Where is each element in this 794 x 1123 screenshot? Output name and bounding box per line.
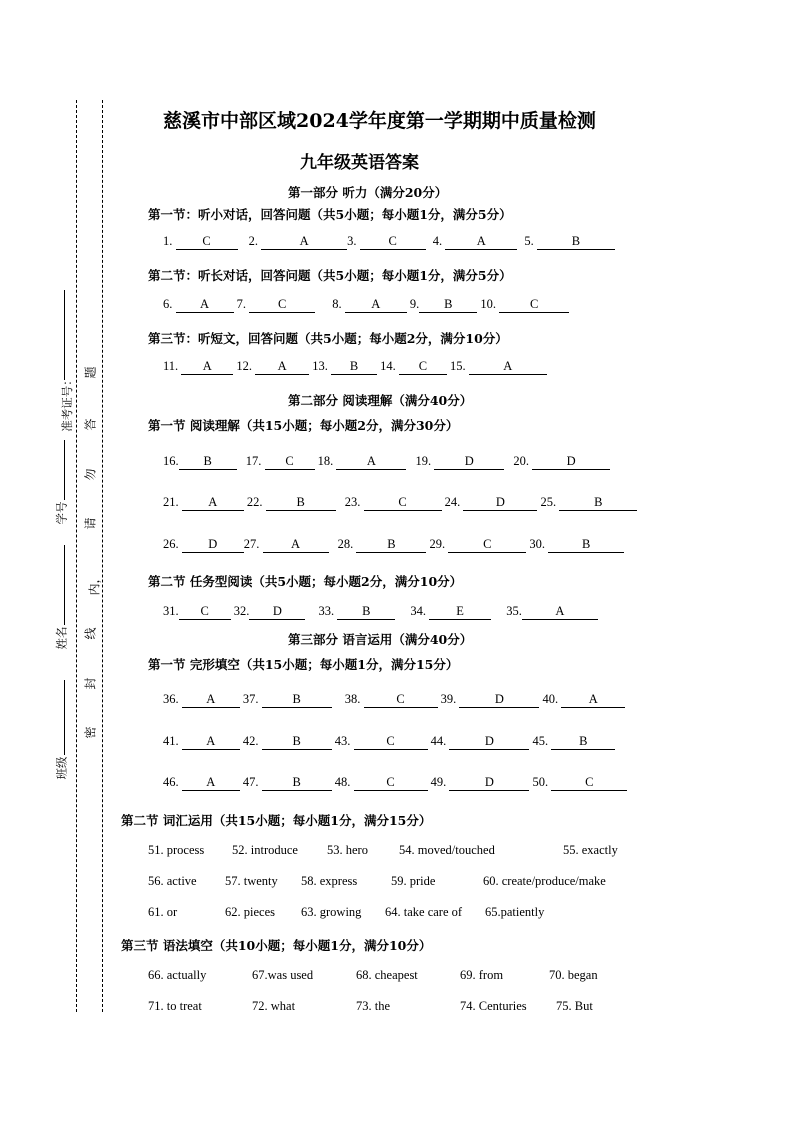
question-number: 46. xyxy=(163,775,179,789)
answer-blank: B xyxy=(262,776,332,791)
question-number: 35. xyxy=(506,604,522,618)
answer-blank: A xyxy=(255,360,309,375)
question-number: 48. xyxy=(334,775,351,789)
answer-blank: C xyxy=(551,776,627,791)
vocab-item: 61. or xyxy=(148,905,178,919)
field-name-blank[interactable] xyxy=(64,545,65,625)
question-number: 9. xyxy=(409,297,420,311)
answer-blank: B xyxy=(559,496,637,511)
answer-row xyxy=(163,495,637,511)
question-number: 25. xyxy=(540,495,557,509)
field-number-blank[interactable] xyxy=(64,440,65,500)
answer-blank: C xyxy=(176,235,238,250)
answer-blank: E xyxy=(429,605,491,620)
vocab-item: 64. take care of xyxy=(385,905,463,919)
question-number: 14. xyxy=(380,359,396,373)
question-number: 15. xyxy=(450,359,466,373)
question-number: 40. xyxy=(542,692,559,706)
page-subtitle: 九年级英语答案 xyxy=(300,153,419,173)
vocab-item: 65.patiently xyxy=(485,905,545,919)
question-number: 28. xyxy=(337,537,354,551)
question-number: 44. xyxy=(430,734,447,748)
answer-blank: C xyxy=(399,360,447,375)
part3-sec2-heading: 第二节 词汇运用（共15小题；每小题1分，满分15分） xyxy=(121,813,432,828)
question-number: 20. xyxy=(513,454,529,468)
answer-blank: C xyxy=(179,605,231,620)
answer-blank: A xyxy=(176,298,234,313)
vocab-item: 62. pieces xyxy=(225,905,275,919)
answer-blank: D xyxy=(182,538,244,553)
question-number: 27. xyxy=(243,537,260,551)
question-number: 21. xyxy=(163,495,179,509)
question-number: 32. xyxy=(233,604,250,618)
answer-blank: D xyxy=(449,776,529,791)
answer-blank: D xyxy=(449,735,529,750)
answer-row xyxy=(163,234,615,250)
seal-char: 线 xyxy=(83,627,98,640)
answer-blank: B xyxy=(548,538,624,553)
answer-blank: C xyxy=(364,693,438,708)
part1-sec3-heading: 第三节：听短文，回答问题（共5小题；每小题2分，满分10分） xyxy=(148,331,508,346)
answer-blank: C xyxy=(249,298,315,313)
part3-sec3-heading: 第三节 语法填空（共10小题；每小题1分，满分10分） xyxy=(121,938,432,953)
field-class-label: 班级 xyxy=(54,756,69,780)
question-number: 45. xyxy=(532,734,549,748)
answer-blank: A xyxy=(336,455,406,470)
question-number: 22. xyxy=(246,495,263,509)
answer-row xyxy=(163,734,615,750)
answer-blank: A xyxy=(522,605,598,620)
question-number: 17. xyxy=(245,454,262,468)
question-number: 42. xyxy=(242,734,259,748)
answer-blank: C xyxy=(448,538,526,553)
grammar-item: 68. cheapest xyxy=(356,968,418,982)
field-name-label: 姓名 xyxy=(54,626,69,650)
binding-line-outer xyxy=(76,100,77,1012)
answer-blank: A xyxy=(469,360,547,375)
vocab-item: 51. process xyxy=(148,843,205,857)
answer-blank: D xyxy=(532,455,610,470)
answer-row xyxy=(163,604,598,620)
answer-blank: A xyxy=(182,735,240,750)
seal-char: 内， xyxy=(87,571,102,596)
answer-row xyxy=(163,775,627,791)
answer-blank: A xyxy=(182,496,244,511)
question-number: 43. xyxy=(334,734,351,748)
answer-blank: B xyxy=(551,735,615,750)
answer-row xyxy=(163,359,547,375)
question-number: 50. xyxy=(532,775,549,789)
part2-heading: 第二部分 阅读理解（满分40分） xyxy=(288,393,473,408)
question-number: 5. xyxy=(524,234,534,248)
answer-blank: B xyxy=(266,496,336,511)
seal-char: 密 xyxy=(83,726,98,739)
question-number: 7. xyxy=(236,297,246,311)
answer-blank: A xyxy=(345,298,407,313)
answer-blank: C xyxy=(354,776,428,791)
question-number: 10. xyxy=(480,297,496,311)
answer-row xyxy=(163,537,624,553)
field-number-label: 学号 xyxy=(54,501,69,525)
part1-sec1-heading: 第一节：听小对话，回答问题（共5小题；每小题1分，满分5分） xyxy=(148,207,512,222)
answer-blank: C xyxy=(364,496,442,511)
question-number: 6. xyxy=(163,297,173,311)
grammar-item: 71. to treat xyxy=(148,999,202,1013)
question-number: 38. xyxy=(344,692,361,706)
field-exam-id-blank[interactable] xyxy=(64,290,65,380)
part2-sec1-heading: 第一节 阅读理解（共15小题；每小题2分，满分30分） xyxy=(148,418,459,433)
grammar-item: 69. from xyxy=(460,968,504,982)
seal-char: 题 xyxy=(83,366,98,379)
field-exam-id-label: 准考证号： xyxy=(59,374,74,432)
answer-blank: A xyxy=(561,693,625,708)
question-number: 16. xyxy=(163,454,179,468)
question-number: 8. xyxy=(332,297,342,311)
grammar-item: 74. Centuries xyxy=(460,999,527,1013)
answer-blank: D xyxy=(463,496,537,511)
answer-blank: B xyxy=(331,360,377,375)
grammar-item: 67.was used xyxy=(252,968,314,982)
question-number: 37. xyxy=(242,692,259,706)
answer-blank: A xyxy=(182,693,240,708)
vocab-item: 58. express xyxy=(301,874,358,888)
part1-heading: 第一部分 听力（满分20分） xyxy=(288,185,448,200)
answer-blank: C xyxy=(499,298,569,313)
vocab-item: 63. growing xyxy=(301,905,362,919)
answer-row xyxy=(163,692,625,708)
question-number: 18. xyxy=(317,454,334,468)
question-number: 34. xyxy=(410,604,426,618)
grammar-item: 66. actually xyxy=(148,968,207,982)
question-number: 49. xyxy=(430,775,447,789)
question-number: 11. xyxy=(163,359,179,373)
question-number: 23. xyxy=(344,495,361,509)
vocab-item: 56. active xyxy=(148,874,197,888)
question-number: 41. xyxy=(163,734,179,748)
question-number: 12. xyxy=(236,359,253,373)
answer-blank: B xyxy=(419,298,477,313)
vocab-item: 54. moved/touched xyxy=(399,843,495,857)
part1-sec2-heading: 第二节：听长对话，回答问题（共5小题；每小题1分，满分5分） xyxy=(148,268,512,283)
seal-char: 请 xyxy=(83,517,98,530)
answer-blank: B xyxy=(262,735,332,750)
binding-line-inner xyxy=(102,100,103,1012)
question-number: 47. xyxy=(242,775,259,789)
vocab-item: 53. hero xyxy=(327,843,368,857)
answer-blank: B xyxy=(356,538,426,553)
grammar-item: 70. began xyxy=(549,968,598,982)
seal-char: 勿 xyxy=(83,468,98,481)
answer-row xyxy=(163,454,610,470)
answer-blank: B xyxy=(262,693,332,708)
question-number: 24. xyxy=(444,495,461,509)
answer-blank: D xyxy=(434,455,504,470)
answer-blank: D xyxy=(459,693,539,708)
answer-blank: A xyxy=(181,360,233,375)
page-title: 慈溪市中部区域2024学年度第一学期期中质量检测 xyxy=(163,110,596,132)
answer-blank: A xyxy=(182,776,240,791)
answer-blank: A xyxy=(261,235,347,250)
seal-char: 封 xyxy=(83,677,98,690)
question-number: 13. xyxy=(312,359,328,373)
question-number: 33. xyxy=(318,604,335,618)
part2-sec2-heading: 第二节 任务型阅读（共5小题；每小题2分，满分10分） xyxy=(148,574,463,589)
answer-row xyxy=(163,297,569,313)
field-class-blank[interactable] xyxy=(64,680,65,755)
question-number: 1. xyxy=(163,234,173,248)
question-number: 29. xyxy=(429,537,446,551)
vocab-item: 52. introduce xyxy=(232,843,298,857)
part3-sec1-heading: 第一节 完形填空（共15小题；每小题1分，满分15分） xyxy=(148,657,459,672)
seal-char: 答 xyxy=(83,418,98,431)
answer-blank: A xyxy=(263,538,329,553)
question-number: 2. xyxy=(248,234,258,248)
answer-blank: C xyxy=(360,235,426,250)
answer-blank: B xyxy=(179,455,237,470)
question-number: 39. xyxy=(440,692,457,706)
vocab-item: 55. exactly xyxy=(563,843,618,857)
grammar-item: 72. what xyxy=(252,999,296,1013)
answer-blank: B xyxy=(337,605,395,620)
answer-blank: A xyxy=(445,235,517,250)
grammar-item: 73. the xyxy=(356,999,391,1013)
vocab-item: 59. pride xyxy=(391,874,436,888)
question-number: 26. xyxy=(163,537,179,551)
question-number: 3. xyxy=(347,234,357,248)
part3-heading: 第三部分 语言运用（满分40分） xyxy=(288,632,473,647)
question-number: 31. xyxy=(163,604,179,618)
vocab-item: 60. create/produce/make xyxy=(483,874,606,888)
answer-blank: D xyxy=(249,605,305,620)
question-number: 4. xyxy=(432,234,443,248)
vocab-item: 57. twenty xyxy=(225,874,278,888)
question-number: 36. xyxy=(163,692,179,706)
answer-blank: C xyxy=(265,455,315,470)
grammar-item: 75. But xyxy=(556,999,593,1013)
answer-blank: C xyxy=(354,735,428,750)
answer-blank: B xyxy=(537,235,615,250)
question-number: 30. xyxy=(529,537,545,551)
question-number: 19. xyxy=(415,454,432,468)
